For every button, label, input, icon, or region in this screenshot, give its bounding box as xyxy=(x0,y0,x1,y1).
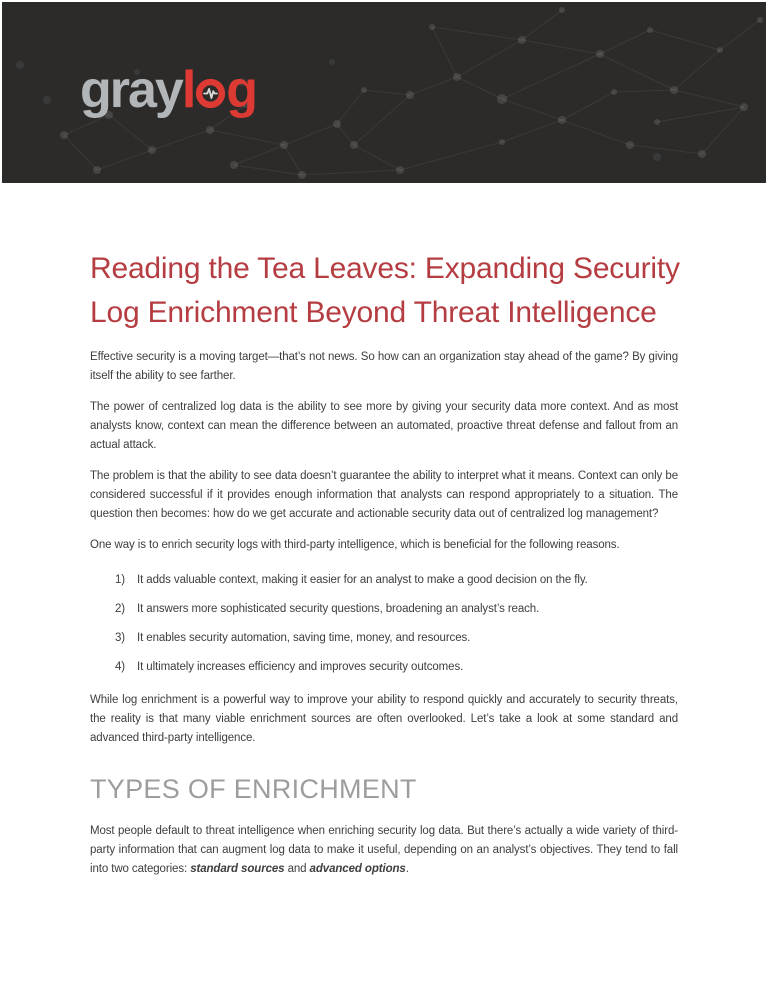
text-run: advanced options xyxy=(309,862,406,875)
text-run: standard sources xyxy=(190,862,285,875)
list-item xyxy=(115,571,678,590)
list-item-number: 4) xyxy=(115,661,126,673)
list-item-text: It answers more sophisticated security questions, broadening an analyst’s reach. xyxy=(137,603,540,615)
paragraph xyxy=(90,398,678,455)
text-run: The power of centralized log data is the ability to see more by giving your security data more context. And as most analysts know, context can mean the difference between an automated, proactive threat defense and fallout from an actual attack. xyxy=(90,401,678,451)
text-run: One way is to enrich security logs with third-party intelligence, which is beneficial for the following reasons. xyxy=(90,539,620,551)
document-title xyxy=(90,247,678,335)
text-run: Effective security is a moving target—that’s not news. So how can an organization stay ahead of the game? By giving itself the ability to see farther. xyxy=(90,351,678,382)
logo-text-g: g xyxy=(226,61,257,119)
section-heading: TYPES OF ENRICHMENT xyxy=(90,774,417,804)
paragraph xyxy=(90,467,678,524)
list-item-text: It adds valuable context, making it easier for an analyst to make a good decision on the fly. xyxy=(137,574,588,586)
document-header xyxy=(2,2,766,183)
paragraph xyxy=(90,691,678,748)
text-run: and xyxy=(284,862,310,875)
text-run: The problem is that the ability to see data doesn’t guarantee the ability to interpret what it means. Context can only be considered successful if it provides enough information that analysts can respond appropriately to a situation. The question then becomes: how do we get accurate and actionable security data out of centralized log management? xyxy=(90,470,678,520)
text-run: Most people default to threat intelligence when enriching security log data. But there’s actually a wide variety of third-party information that can augment log data to make it useful, depending on an analyst’s objectives. They tend to fall into two categories: xyxy=(90,824,678,875)
numbered-list xyxy=(90,571,678,677)
paragraph xyxy=(90,348,678,386)
pulse-icon xyxy=(195,64,226,116)
list-item xyxy=(115,658,678,677)
logo-text-gray: gray xyxy=(80,61,182,119)
list-item xyxy=(115,629,678,648)
document-body xyxy=(90,348,678,879)
paragraph xyxy=(90,536,678,555)
list-item-text: It enables security automation, saving time, money, and resources. xyxy=(137,632,471,644)
logo-text-l: l xyxy=(181,61,195,119)
text-run: . xyxy=(405,862,409,875)
list-item-number: 2) xyxy=(115,603,126,615)
graylog-logo xyxy=(80,61,257,119)
list-item xyxy=(115,600,678,619)
title-line: Reading the Tea Leaves: Expanding Security xyxy=(90,252,680,285)
paragraph xyxy=(90,822,678,879)
list-item-text: It ultimately increases efficiency and improves security outcomes. xyxy=(137,661,464,673)
list-item-number: 3) xyxy=(115,632,126,644)
list-item-number: 1) xyxy=(115,574,126,586)
document-content xyxy=(0,183,768,891)
title-line: Log Enrichment Beyond Threat Intelligence xyxy=(90,296,657,329)
text-run: While log enrichment is a powerful way to improve your ability to respond quickly and accurately to security threats, the reality is that many viable enrichment sources are often overlooked. Let’s take a look at some standard and advanced third-party intelligence. xyxy=(90,694,678,744)
